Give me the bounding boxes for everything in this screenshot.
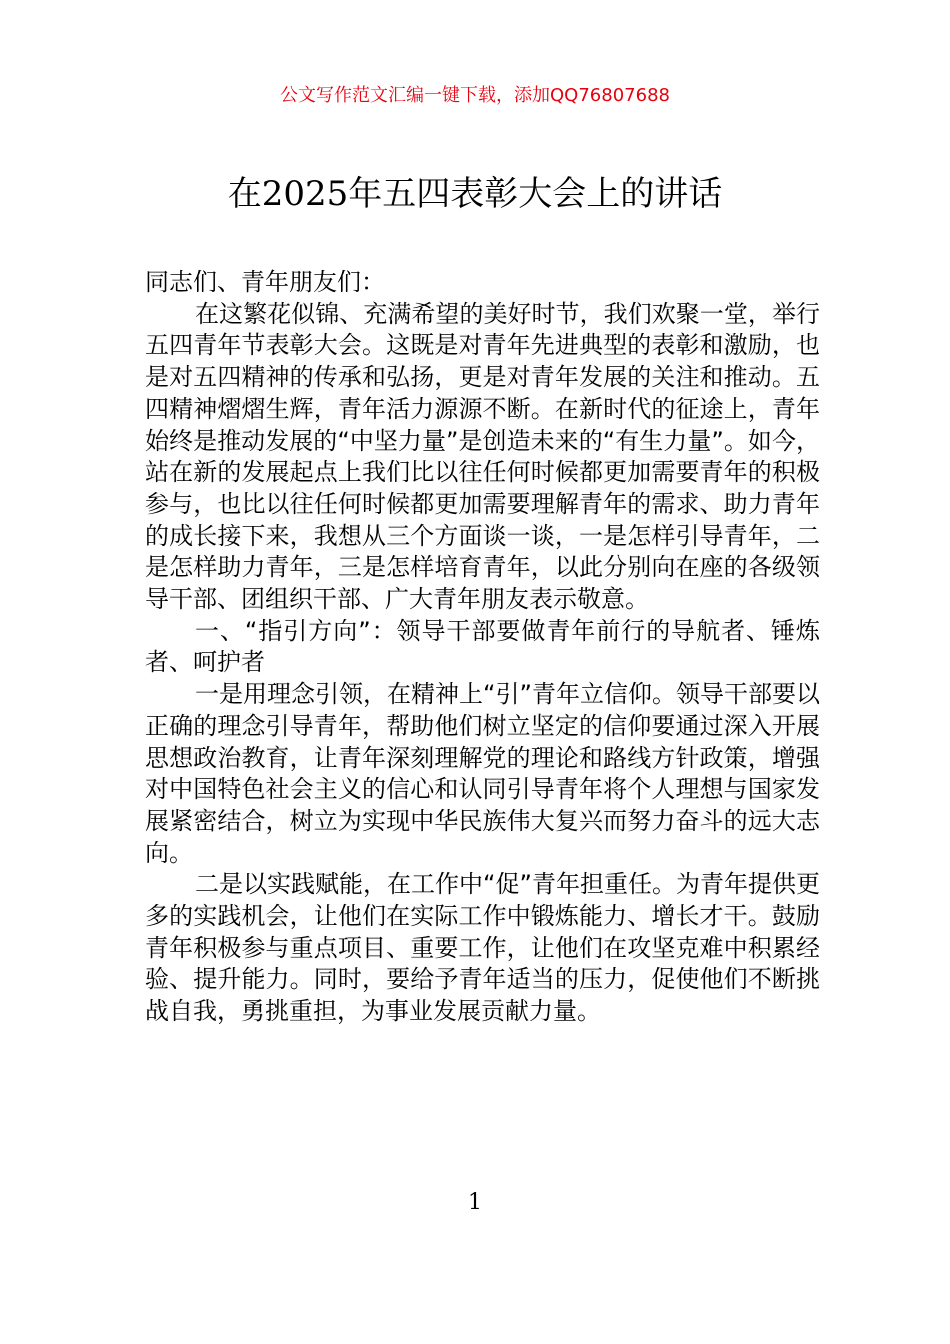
paragraph-point-2: 二是以实践赋能，在工作中“促”青年担重任。为青年提供更多的实践机会，让他们在实际工作中锻炼能力、增长才干。鼓励青年积极参与重点项目、重要工作，让他们在攻坚克难中积累经验、提升能力。同时，要给予青年适当的压力，促使他们不断挑战自我，勇挑重担，为事业发展贡献力量。 (145, 870, 820, 1026)
page-number: 1 (468, 1190, 482, 1215)
speech-body (145, 267, 820, 1028)
section-heading-1: 一、“指引方向”：领导干部要做青年前行的导航者、锤炼者、呵护者 (145, 616, 820, 677)
paragraph-opening: 在这繁花似锦、充满希望的美好时节，我们欢聚一堂，举行五四青年节表彰大会。这既是对青年先进典型的表彰和激励，也是对五四精神的传承和弘扬，更是对青年发展的关注和推动。五四精神熠熠生辉，青年活力源源不断。在新时代的征途上，青年始终是推动发展的“中坚力量”是创造未来的“有生力量”。如今，站在新的发展起点上我们比以往任何时候都更加需要青年的积极参与，也比以往任何时候都更加需要理解青年的需求、助力青年的成长接下来，我想从三个方面谈一谈，一是怎样引导青年，二是怎样助力青年，三是怎样培育青年，以此分别向在座的各级领导干部、团组织干部、广大青年朋友表示敬意。 (145, 299, 820, 614)
page-title: 在2025年五四表彰大会上的讲话 (227, 174, 723, 214)
paragraph-point-1: 一是用理念引领，在精神上“引”青年立信仰。领导干部要以正确的理念引导青年，帮助他们树立坚定的信仰要通过深入开展思想政治教育，让青年深刻理解党的理论和路线方针政策，增强对中国特色社会主义的信心和认同引导青年将个人理想与国家发展紧密结合，树立为实现中华民族伟大复兴而努力奋斗的远大志向。 (145, 680, 820, 867)
salutation: 同志们、青年朋友们： (145, 268, 385, 296)
header-download-note: 公文写作范文汇编一键下载，添加QQ76807688 (280, 85, 670, 106)
